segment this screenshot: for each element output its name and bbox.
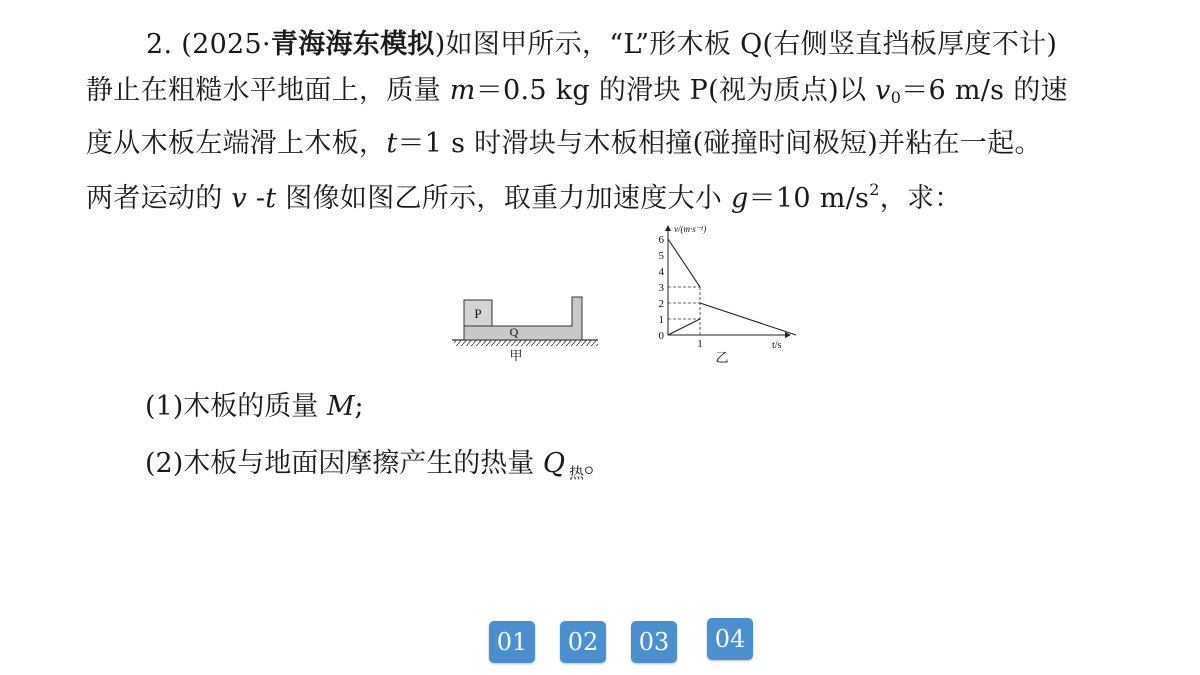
figure-b-caption: 乙: [715, 351, 729, 366]
problem-line-3: [86, 121, 1116, 167]
line4-b: 图像如图乙所示，取重力加速度大小: [276, 183, 731, 214]
series-line-1: [668, 239, 700, 287]
y-tick-label: 3: [658, 282, 664, 294]
y-axis-label: v/(m·s⁻¹): [674, 224, 707, 234]
nav-button-04[interactable]: 04: [707, 618, 753, 660]
figure-b-vt-chart: [648, 220, 798, 370]
x-tick-labels: [697, 338, 703, 350]
line2-c: ＝6 m/s 的速: [901, 75, 1068, 106]
problem-line-2: [86, 68, 1116, 121]
var-v0-sub: 0: [890, 88, 902, 107]
line4-a: 两者运动的: [86, 183, 232, 214]
var-t2: t: [265, 183, 277, 214]
q1-end: ;: [354, 391, 364, 422]
x-axis-label: t/s: [772, 340, 782, 351]
y-tick-label: 4: [658, 266, 664, 278]
problem-line-1: [86, 22, 1116, 68]
x-tick-label: 1: [697, 338, 703, 350]
line2-b: ＝0.5 kg 的滑块 P(视为质点)以: [475, 75, 876, 106]
var-v: v: [231, 183, 247, 214]
y-tick-labels: [659, 234, 665, 342]
line4-d: ，求：: [879, 183, 962, 214]
block-p-label: P: [474, 306, 482, 321]
board-q-label: Q: [509, 325, 519, 339]
q2-text: (2)木板与地面因摩擦产生的热量: [145, 448, 543, 479]
line2-a: 静止在粗糙水平地面上，质量: [86, 75, 450, 106]
vt-dash: -: [246, 183, 266, 214]
q2-sub: 热: [568, 464, 584, 482]
ground-hatch: [454, 340, 598, 346]
y-tick-label: 0: [658, 330, 664, 342]
nav-button-02[interactable]: 02: [560, 621, 606, 663]
var-t: t: [386, 128, 398, 159]
y-tick-label: 6: [658, 234, 664, 246]
series-lines: [668, 239, 796, 335]
nav-button-03[interactable]: 03: [631, 621, 677, 663]
question-2: [145, 444, 611, 493]
var-m: m: [449, 75, 476, 106]
q1-var: M: [326, 391, 355, 422]
var-v0: v: [875, 75, 891, 106]
series-line-3: [700, 303, 796, 335]
q1-text: (1)木板的质量: [145, 391, 327, 422]
q2-var: Q: [542, 448, 565, 479]
line3-b: ＝1 s 时滑块与木板相撞(碰撞时间极短)并粘在一起。: [397, 128, 1042, 159]
var-g: g: [731, 183, 749, 214]
problem-text: [86, 22, 1116, 222]
line3-a: 度从木板左端滑上木板，: [86, 128, 387, 159]
unit-sup: 2: [869, 180, 880, 199]
q2-end: 。: [583, 448, 611, 479]
question-1: [145, 387, 364, 427]
figure-a-caption: 甲: [509, 349, 523, 364]
line4-c: ＝10 m/s: [748, 183, 870, 214]
source-open: (2025·: [172, 29, 271, 60]
y-tick-label: 2: [658, 298, 664, 310]
y-tick-label: 5: [658, 250, 664, 262]
line1-text: )如图甲所示，“L”形木板 Q(右侧竖直挡板厚度不计): [434, 29, 1058, 60]
figure-a: [448, 290, 608, 370]
problem-number: 2.: [146, 29, 173, 60]
problem-source: 青海海东模拟: [270, 29, 435, 60]
problem-line-4: [86, 167, 1116, 222]
series-line-2: [668, 319, 700, 335]
guide-lines: [668, 287, 700, 335]
y-tick-label: 1: [658, 314, 664, 326]
nav-button-01[interactable]: 01: [489, 621, 535, 663]
